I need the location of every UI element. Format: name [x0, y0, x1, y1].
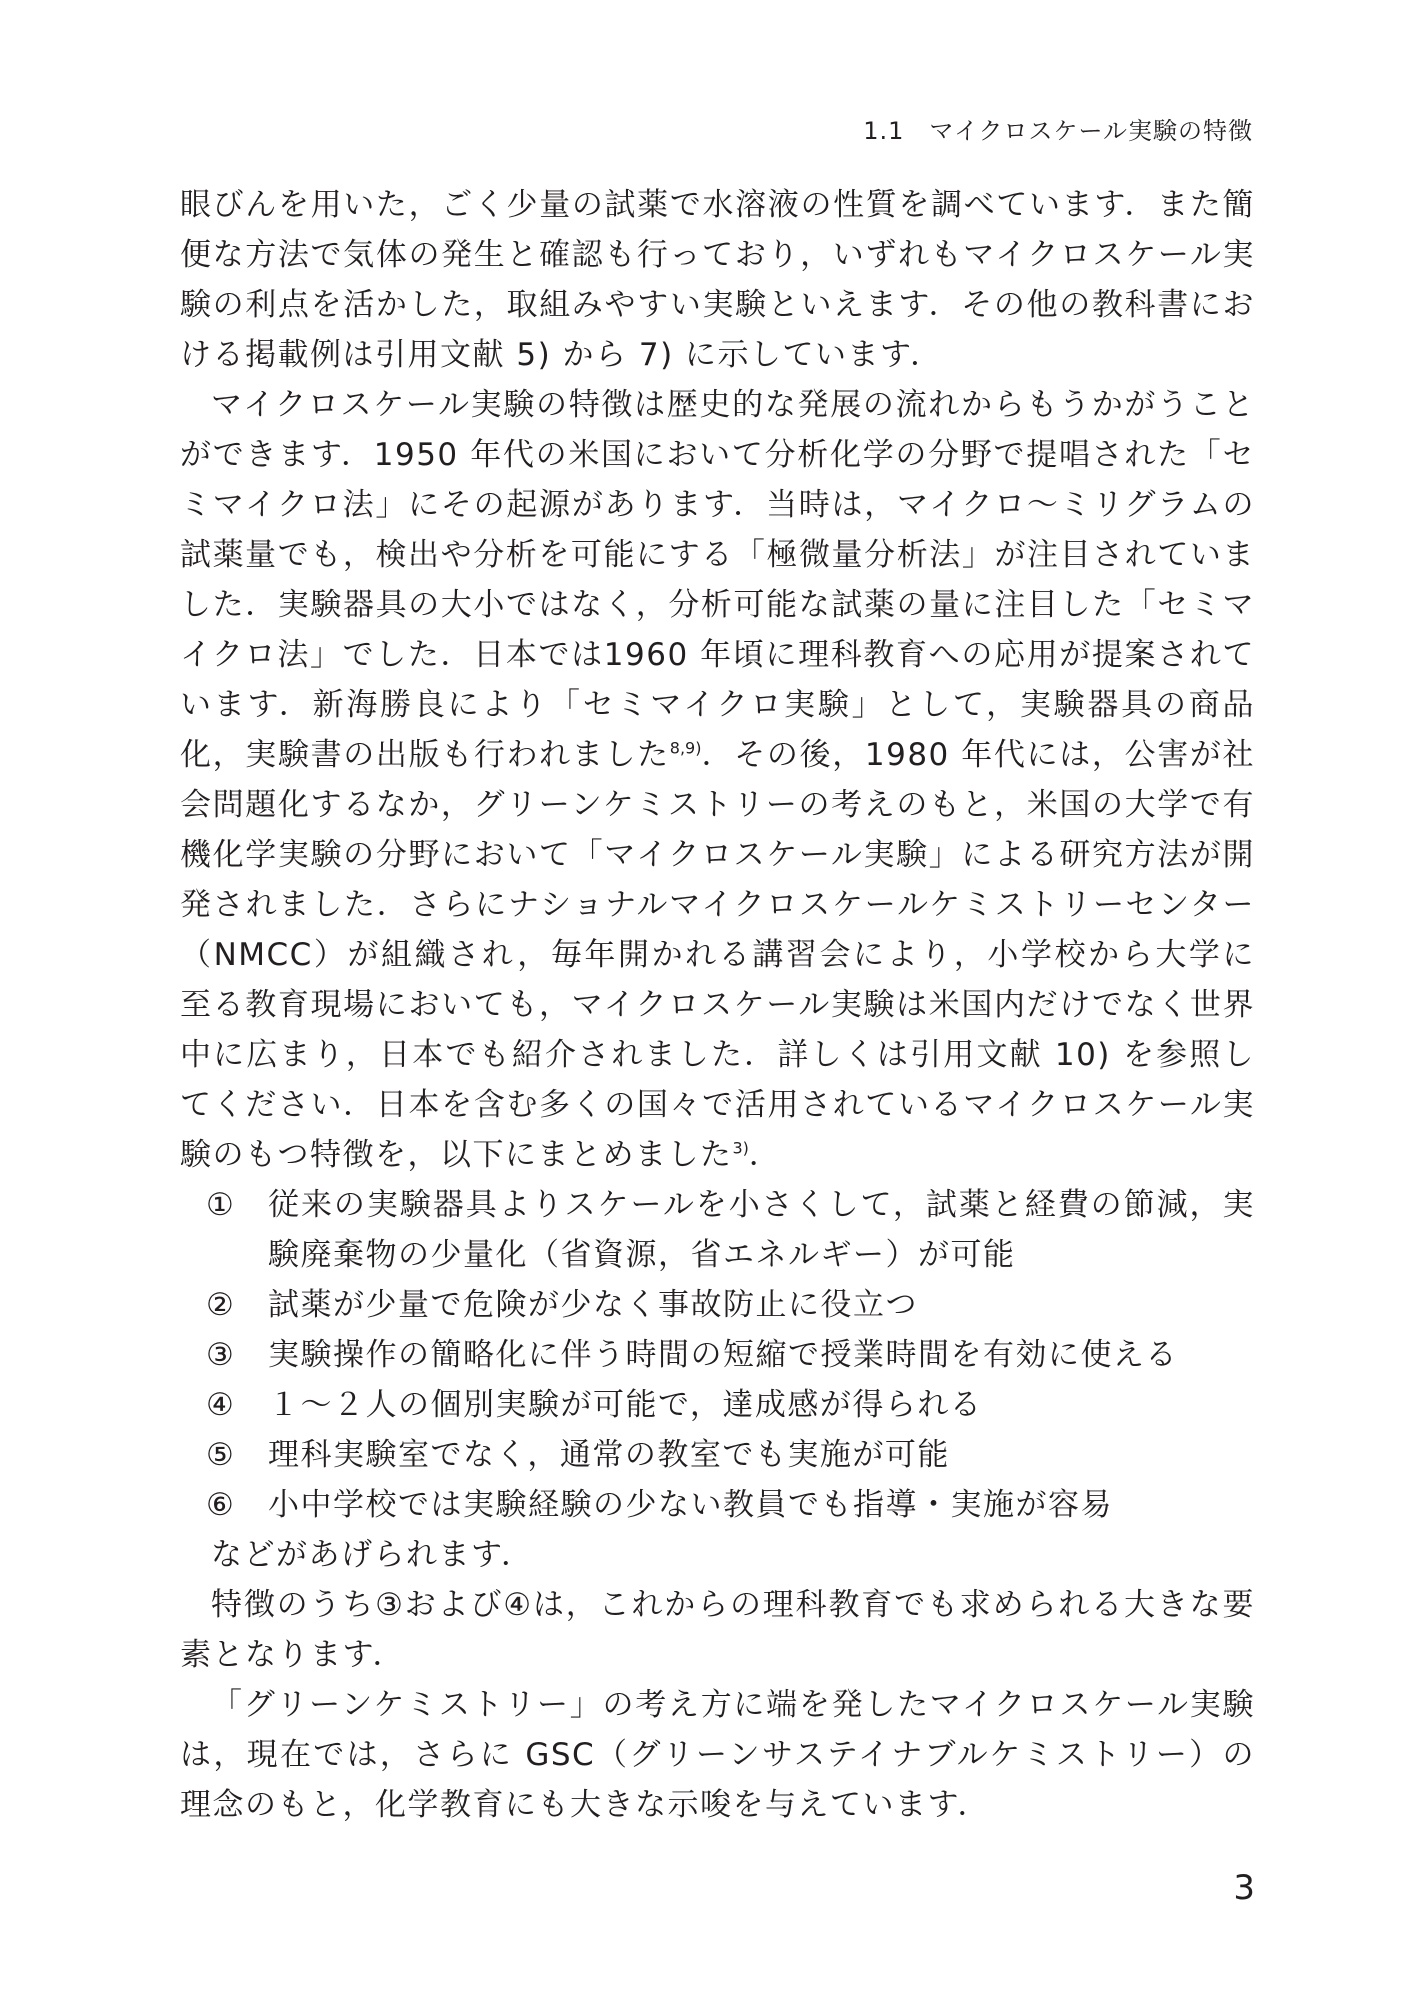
feature-list	[180, 1180, 1255, 1530]
list-item	[208, 1480, 1255, 1530]
paragraph-2-text-c: ．	[748, 1137, 782, 1173]
list-closing: などがあげられます．	[211, 1537, 534, 1573]
list-item	[208, 1280, 1255, 1330]
list-marker: ⑥	[206, 1487, 236, 1523]
paragraph-3: 特徴のうち③および④は，これからの理科教育でも求められる大きな要素となります．	[180, 1587, 1255, 1673]
page-number: 3	[1233, 1868, 1255, 1908]
list-item	[208, 1180, 1255, 1280]
body-text	[180, 180, 1255, 1830]
citation-3: 3)	[732, 1138, 749, 1158]
paragraph-1: 眼びんを用いた，ごく少量の試薬で水溶液の性質を調べています．また簡便な方法で気体の発生と確認も行っており，いずれもマイクロスケール実験の利点を活かした，取組みやすい実験といえます．その他の教科書における掲載例は引用文献 5) から 7) に示しています．	[180, 187, 1255, 373]
list-marker: ②	[206, 1287, 236, 1323]
list-item	[208, 1330, 1255, 1380]
list-item-text: 実験操作の簡略化に伴う時間の短縮で授業時間を有効に使える	[268, 1337, 1178, 1373]
list-item-text: 従来の実験器具よりスケールを小さくして，試薬と経費の節減，実験廃棄物の少量化（省資源，省エネルギー）が可能	[268, 1187, 1255, 1273]
running-header: 1.1 マイクロスケール実験の特徴	[863, 117, 1253, 145]
list-item-text: 理科実験室でなく，通常の教室でも実施が可能	[268, 1437, 950, 1473]
paragraph-4: 「グリーンケミストリー」の考え方に端を発したマイクロスケール実験は，現在では，さらに GSC（グリーンサステイナブルケミストリー）の理念のもと，化学教育にも大きな示唆を与えています．	[180, 1687, 1255, 1823]
paragraph-2	[180, 380, 1255, 1180]
list-marker: ③	[206, 1337, 236, 1373]
list-marker: ④	[206, 1387, 236, 1423]
list-item-text: 試薬が少量で危険が少なく事故防止に役立つ	[268, 1287, 918, 1323]
paragraph-2-text-b: ．その後，1980 年代には，公害が社会問題化するなか，グリーンケミストリーの考えのもと，米国の大学で有機化学実験の分野において「マイクロスケール実験」による研究方法が開発されました．さらにナショナルマイクロスケールケミストリーセンター（NMCC）が組織され，毎年開かれる講習会により，小学校から大学に至る教育現場においても，マイクロスケール実験は米国内だけでなく世界中に広まり，日本でも紹介されました．詳しくは引用文献 10) を参照してください．日本を含む多くの国々で活用されているマイクロスケール実験のもつ特徴を，以下にまとめました	[180, 737, 1255, 1173]
list-item-text: 小中学校では実験経験の少ない教員でも指導・実施が容易	[268, 1487, 1113, 1523]
list-item	[208, 1380, 1255, 1430]
list-marker: ①	[206, 1187, 236, 1223]
list-item	[208, 1430, 1255, 1480]
list-item-text: １～２人の個別実験が可能で，達成感が得られる	[268, 1387, 983, 1423]
paragraph-2-text-a: マイクロスケール実験の特徴は歴史的な発展の流れからもうかがうことができます．1950 年代の米国において分析化学の分野で提唱された「セミマイクロ法」にその起源があります．当時は，マイクロ～ミリグラムの試薬量でも，検出や分析を可能にする「極微量分析法」が注目されていました．実験器具の大小ではなく，分析可能な試薬の量に注目した「セミマイクロ法」でした．日本では1960 年頃に理科教育への応用が提案されています．新海勝良により「セミマイクロ実験」として，実験器具の商品化，実験書の出版も行われました	[180, 387, 1255, 773]
list-marker: ⑤	[206, 1437, 236, 1473]
citation-8-9: 8,9)	[669, 738, 702, 758]
